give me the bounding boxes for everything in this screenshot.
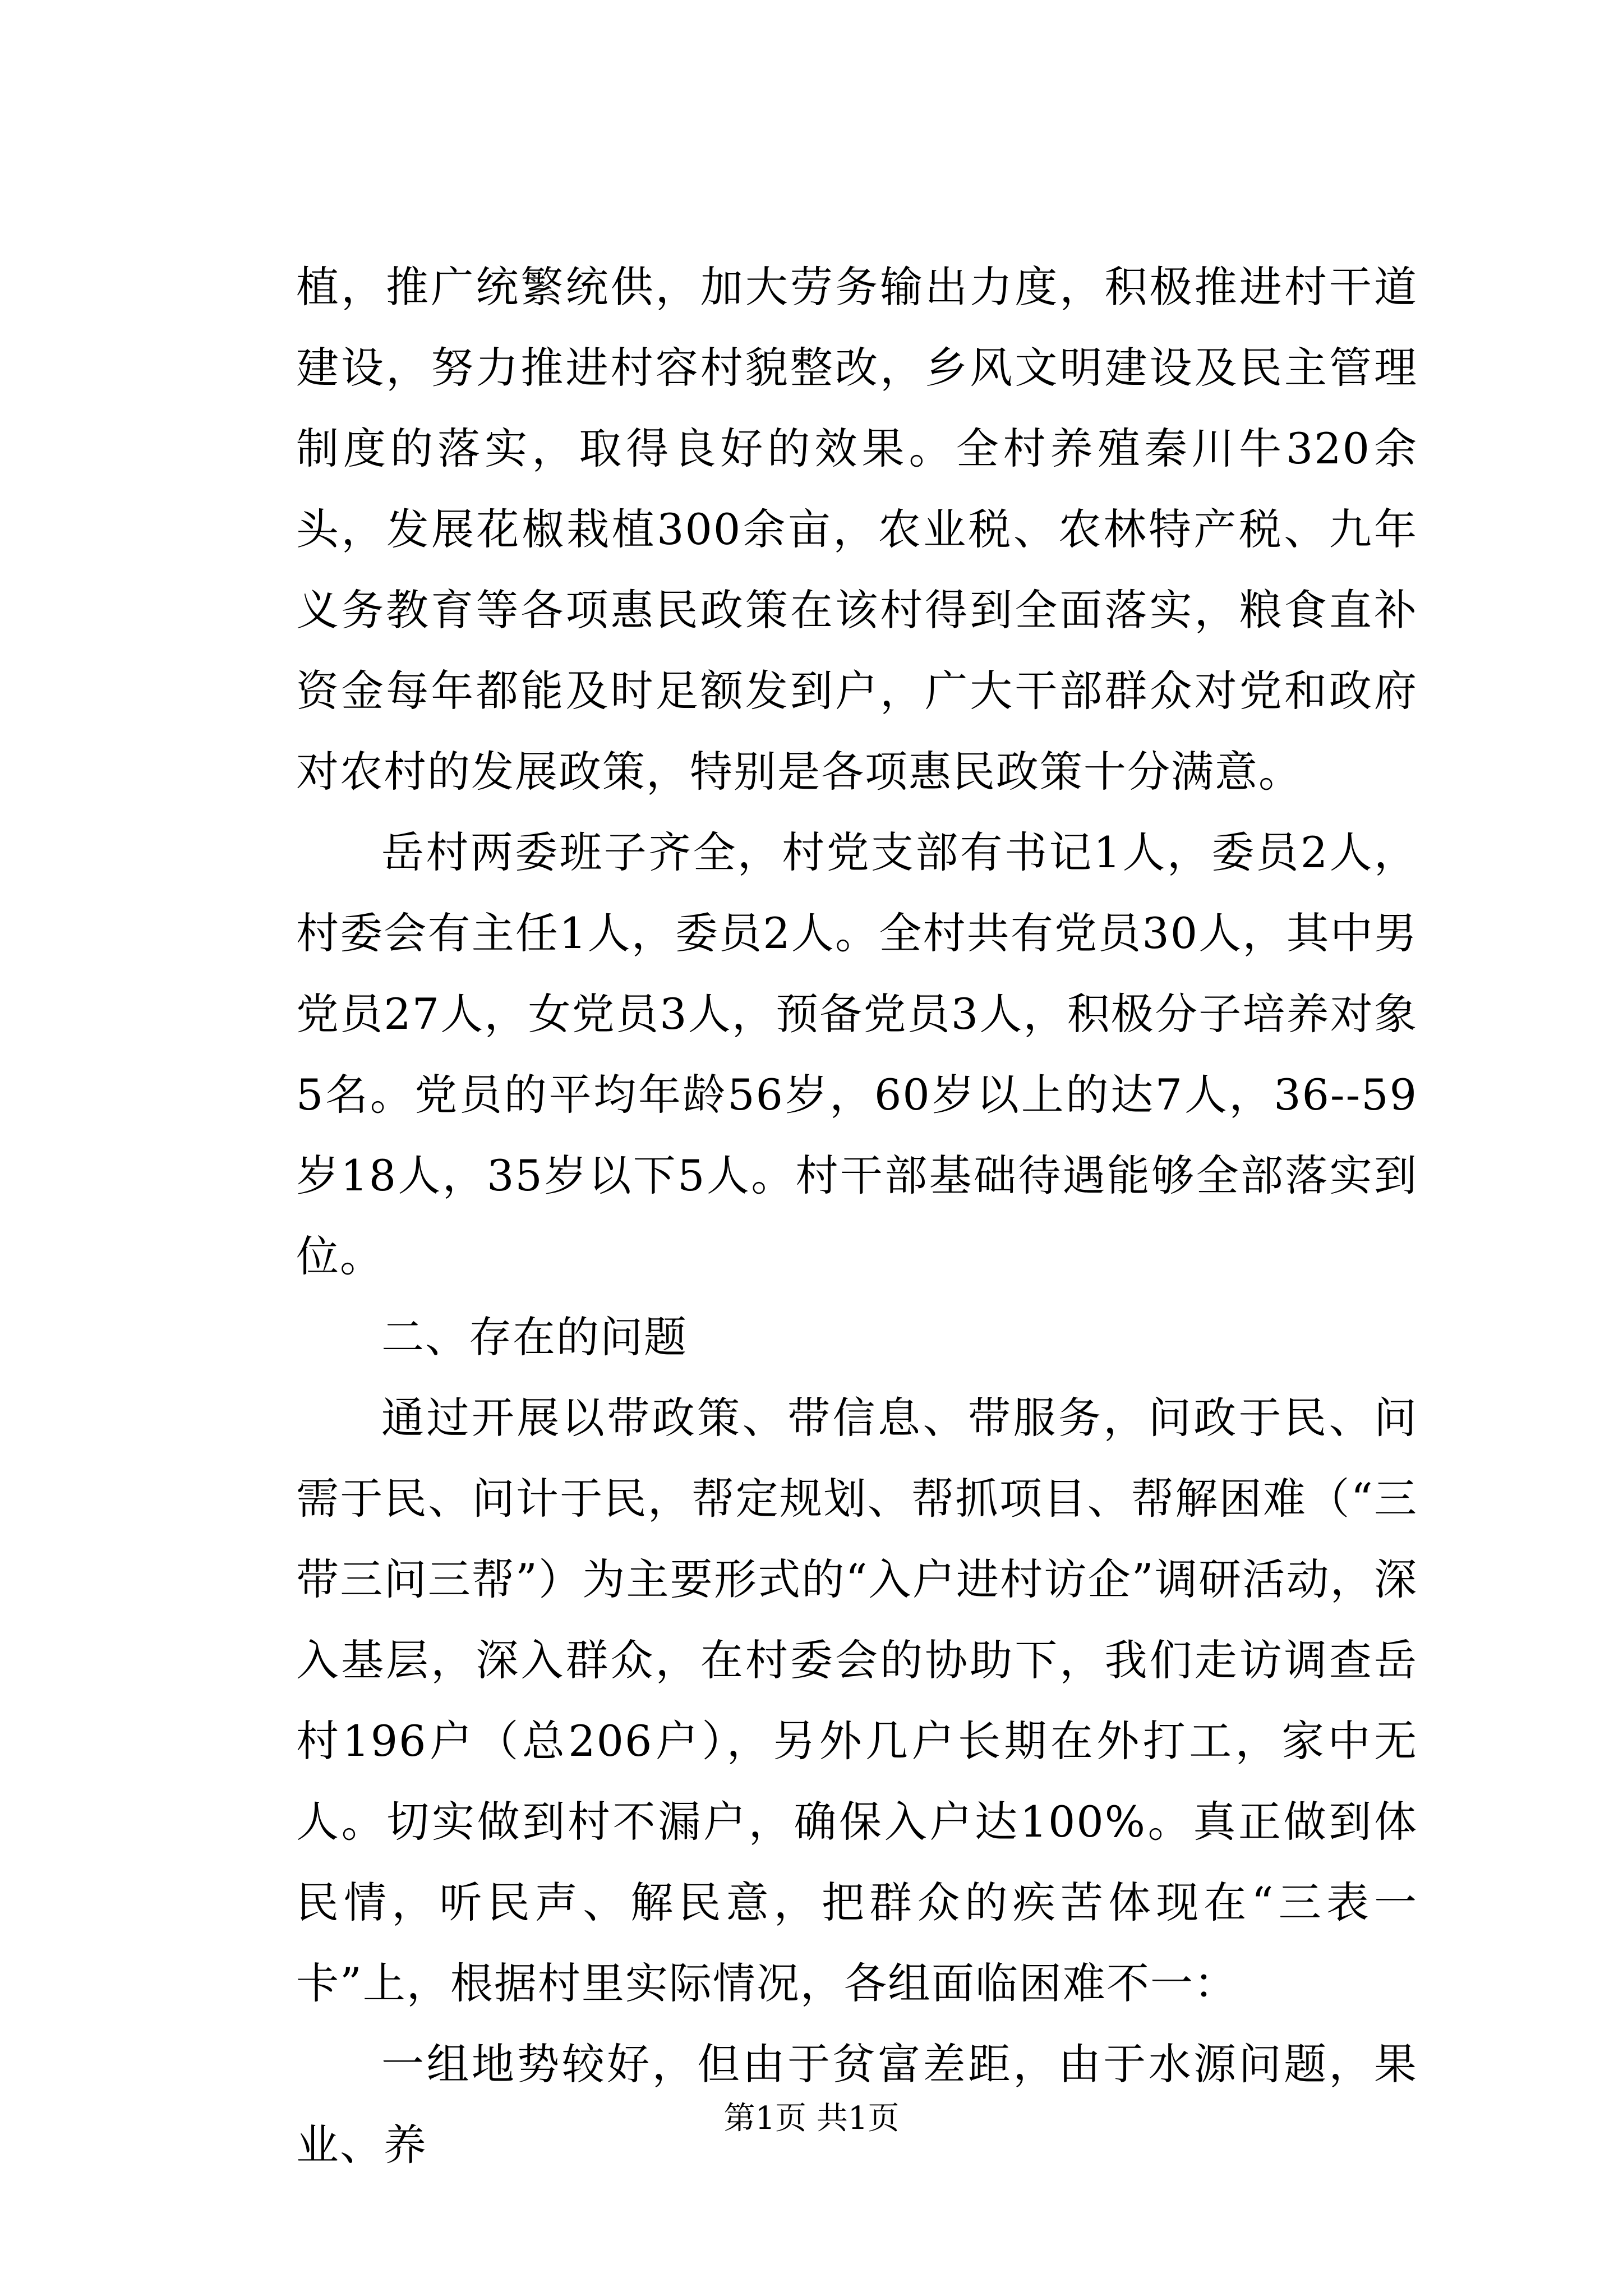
paragraph-group-one: 一组地势较好，但由于贫富差距，由于水源问题，果业、养 <box>296 2039 1418 2170</box>
document-body <box>296 247 1418 2185</box>
paragraph-village-committee: 岳村两委班子齐全，村党支部有书记1人，委员2人，村委会有主任1人，委员2人。全村共有党员30人，其中男党员27人，女党员3人，预备党员3人，积极分子培养对象5名。党员的平均年龄56岁，60岁以上的达7人，36--59岁18人，35岁以下5人。村干部基础待遇能够全部落实到位。 <box>296 827 1418 1281</box>
section-heading-problems: 二、存在的问题 <box>381 1312 688 1362</box>
paragraph-continuation: 植，推广统繁统供，加大劳务输出力度，积极推进村干道建设，努力推进村容村貌整改，乡风文明建设及民主管理制度的落实，取得良好的效果。全村养殖秦川牛320余头，发展花椒栽植300余亩，农业税、农林特产税、九年义务教育等各项惠民政策在该村得到全面落实，粮食直补资金每年都能及时足额发到户，广大干部群众对党和政府对农村的发展政策，特别是各项惠民政策十分满意。 <box>296 262 1418 797</box>
paragraph-survey-activity: 通过开展以带政策、带信息、带服务，问政于民、问需于民、问计于民，帮定规划、帮抓项目、帮解困难（“三带三问三帮”）为主要形式的“入户进村访企”调研活动，深入基层，深入群众，在村委会的协助下，我们走访调查岳村196户（总206户），另外几户长期在外打工，家中无人。切实做到村不漏户，确保入户达100%。真正做到体民情，听民声、解民意，把群众的疾苦体现在“三表一卡”上，根据村里实际情况，各组面临困难不一： <box>296 1393 1418 2008</box>
page-footer: 第1页 共1页 <box>723 2100 900 2137</box>
